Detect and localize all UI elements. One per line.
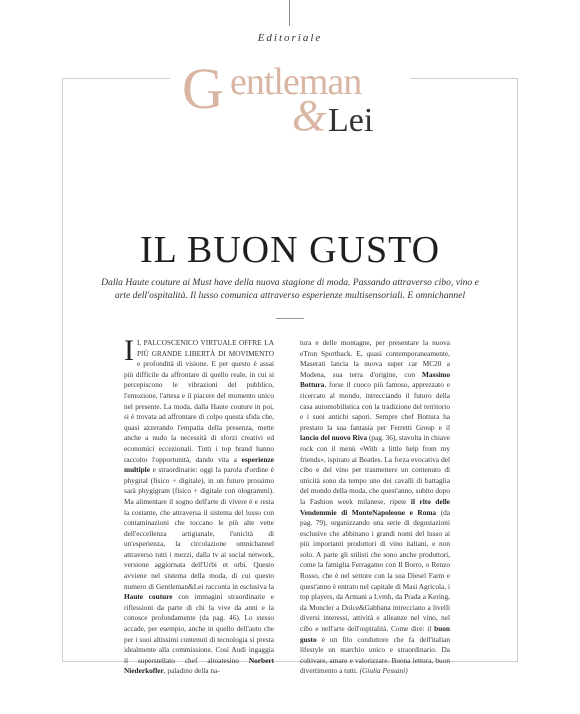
body-text: , forse il cuoco più famoso, apprezzato e ricercato al mondo, intrecciando il futuro della casa automobilistica con la tradizione del territorio e i suoi antichi sapori. Sempre chef Bottura ha prestato la sua fantasia per Ferretti Group e il: [300, 380, 450, 432]
body-text: (da pag. 79), organizzando una serie di degustazioni esclusive che abbinano i grandi nomi del lusso ai più importanti produttori di vino italiani, e non solo. A parte gli stilisti che sono anche produttori, come la famiglia Ferragamo con Il Borro, o Renzo Rosso, che è nel settore con la sua Diesel Farm e quest'anno è entrato nel capitale di Masi Agricola, i top players, da Armani a Lvmh, da Prada a Kering, da Moncler a Dolce&Gabbana intrecciano a livelli diversi interessi, attività e alleanze nel vino, nel cibo e nell'arte dell'ospitalità. Come dire: il: [300, 507, 451, 634]
section-label: Editoriale: [257, 32, 323, 44]
body-text: L PALCOSCENICO VIRTUALE OFFRE LA PIÙ GRANDE LIBERTÀ DI MOVIMENTO e profondità di visione. E per questo è assai più difficile da affrontare di quello reale, in cui si percepiscono le vibrazioni del pubblico, l'emozione, l'attesa e il piacere del momento unico nel presente. La moda, dalla Haute couture in poi, si è trovata ad affrontare di colpo questa sfida che, quasi azzerando l'empatia della presenza, mette anche a nudo la necessità di sforzi creativi ed economici eccezionali. Tutti i top brand hanno raccolto l'opportunità, dando vita a: [124, 338, 274, 464]
headline: IL BUON GUSTO: [139, 229, 441, 271]
top-rule: [289, 0, 290, 26]
body-text: con immagini straordinarie e riflessioni da parte di chi la vive da anni e la conosce profondamente (da pag. 46). Lo stesso accade, per esempio, anche in quello dell'auto che per i suoi altissimi contenuti di tecnologia si presta idealmente alla commissione. Così Audi ingaggia il superstellato chef altoatesino: [124, 592, 275, 665]
bold-text: Norbert Niederkofler: [124, 655, 275, 676]
logo-gentleman: entleman: [230, 61, 362, 103]
body-text: (pag. 36), stavolta in chiave rock con il menù «With a little help from my friends», ispirato ai Beatles. La forza evocativa del cibo e del vino per trasmettere un contenuto di unicità sono da tempo uno dei cavalli di battaglia del mondo della moda, che quest'anno, subito dopo la Fashion week milanese, ripete: [300, 433, 450, 506]
article-column-1: [124, 334, 275, 677]
divider: [276, 318, 304, 319]
body-text: è un filo conduttore che fa dell'italian lifestyle un marchio unico e straordinario. Da coltivare, amare e valorizzare. Buona lettura, buon divertimento a tutti.: [300, 634, 450, 676]
bold-text: Massimo Bottura: [300, 369, 450, 390]
body-text: tura e delle montagne, per presentare la nuova eTron Sportback. E, quasi contemporaneamente, Maserati lancia la nuova super car MC20 a Modena, sua terra d'origine, con: [300, 338, 450, 379]
magazine-logo: [170, 54, 410, 144]
body-text: Questo avviene nel sistema della moda, di cui questo numero di Gentleman&Lei racconta in esclusiva la: [124, 560, 274, 591]
body-text: , paladino della na-: [163, 666, 220, 676]
body-text: e straordinarie: oggi la parola d'ordine è phygital (fisico + digitale), in un futuro prossimo sarà phygigram (fisico + digitale con ologrammi). Ma alimentare il sogno dell'arte di vivere è e resta la costante, che attraversa il sistema del lusso con contaminazioni che toccano le più alte vette dell'eccellenza artigianale, l'unicità di un'esperienza, la circolazione omnichannel attraverso tutti i mezzi, dalla tv ai social network, versione aggiornata dell'Urbi et orbi.: [124, 465, 274, 570]
signature: (Giulia Pessani): [359, 666, 408, 676]
bold-text: esperienze multiple: [124, 454, 274, 475]
bold-text: buon gusto: [300, 624, 450, 644]
drop-cap: I: [124, 334, 134, 367]
article-column-2: [300, 338, 450, 677]
bold-text: Haute couture: [124, 592, 173, 602]
standfirst: Dalla Haute couture ai Must have della nuova stagione di moda. Passando attraverso cibo, vino e arte dell'ospitalità. Il lusso comunica attraverso esperienze multisensoriali. E omnichannel: [101, 277, 479, 301]
logo-ampersand: &: [292, 91, 327, 140]
logo-initial: G: [182, 56, 224, 121]
logo-lei: Lei: [328, 102, 374, 139]
bold-text: lancio del nuovo Riva: [300, 433, 368, 443]
bold-text: il rito delle Vendemmie di MonteNapoleone e Roma: [300, 496, 451, 517]
